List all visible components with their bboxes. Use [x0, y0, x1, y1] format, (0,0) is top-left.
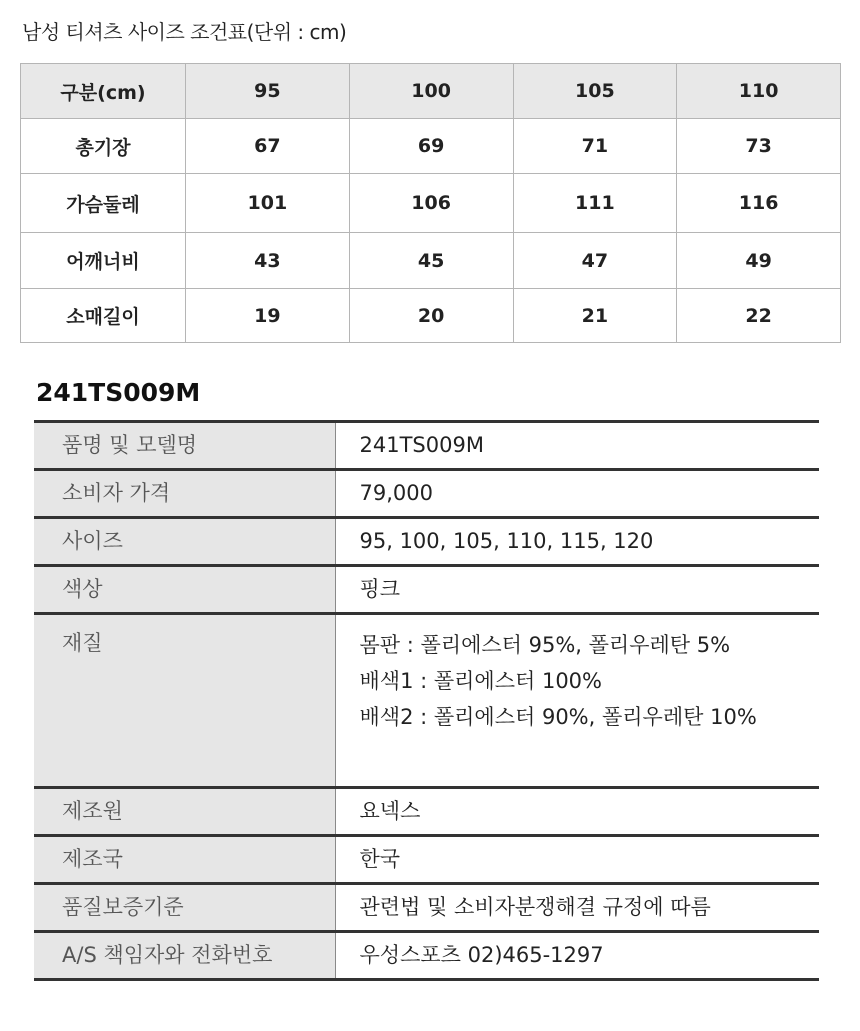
table-cell: 21 — [513, 289, 677, 343]
material-line: 배색1 : 폴리에스터 100% — [359, 669, 602, 693]
table-cell: 43 — [186, 233, 350, 289]
table-cell: 22 — [677, 289, 841, 343]
header-cell: 100 — [349, 64, 513, 119]
info-label: 품명 및 모델명 — [34, 422, 335, 470]
table-row — [21, 289, 841, 343]
table-cell: 101 — [186, 174, 350, 233]
info-value: 95, 100, 105, 110, 115, 120 — [359, 529, 654, 553]
info-row-sizes — [34, 518, 819, 566]
info-value: 79,000 — [359, 481, 433, 505]
table-cell: 69 — [349, 119, 513, 174]
material-line: 몸판 : 폴리에스터 95%, 폴리우레탄 5% — [359, 633, 731, 657]
model-heading: 241TS009M — [36, 378, 201, 407]
table-cell: 71 — [513, 119, 677, 174]
table-cell: 111 — [513, 174, 677, 233]
info-value: 한국 — [359, 847, 401, 871]
table-cell: 19 — [186, 289, 350, 343]
header-cell: 105 — [513, 64, 677, 119]
info-row-price — [34, 470, 819, 518]
info-value: 핑크 — [359, 577, 401, 601]
table-row — [21, 119, 841, 174]
size-chart-header-row — [21, 64, 841, 119]
row-label: 소매길이 — [21, 289, 186, 343]
header-cell: 구분(cm) — [21, 64, 186, 119]
table-cell: 49 — [677, 233, 841, 289]
info-value: 우성스포츠 02)465-1297 — [359, 943, 604, 967]
info-value: 요넥스 — [359, 799, 421, 823]
table-cell: 20 — [349, 289, 513, 343]
info-label: 제조국 — [34, 836, 335, 884]
info-label: 소비자 가격 — [34, 470, 335, 518]
size-chart-title: 남성 티셔츠 사이즈 조건표(단위 : cm) — [22, 20, 347, 44]
info-label: 재질 — [34, 614, 335, 788]
info-row-manufacturer — [34, 788, 819, 836]
table-cell: 106 — [349, 174, 513, 233]
table-row — [21, 233, 841, 289]
info-row-country — [34, 836, 819, 884]
table-cell: 67 — [186, 119, 350, 174]
info-row-as-contact — [34, 932, 819, 980]
row-label: 어깨너비 — [21, 233, 186, 289]
table-cell: 116 — [677, 174, 841, 233]
info-value: 241TS009M — [359, 433, 484, 457]
size-chart-table — [20, 63, 841, 343]
info-row-color — [34, 566, 819, 614]
row-label: 총기장 — [21, 119, 186, 174]
info-value: 관련법 및 소비자분쟁해결 규정에 따름 — [359, 895, 711, 919]
row-label: 가슴둘레 — [21, 174, 186, 233]
info-label: 색상 — [34, 566, 335, 614]
info-label: A/S 책임자와 전화번호 — [34, 932, 335, 980]
info-label: 사이즈 — [34, 518, 335, 566]
info-row-material — [34, 614, 819, 788]
header-cell: 110 — [677, 64, 841, 119]
header-cell: 95 — [186, 64, 350, 119]
info-label: 제조원 — [34, 788, 335, 836]
info-row-model-name — [34, 422, 819, 470]
product-info-table — [34, 420, 819, 981]
material-line: 배색2 : 폴리에스터 90%, 폴리우레탄 10% — [359, 705, 757, 729]
info-row-warranty — [34, 884, 819, 932]
table-row — [21, 174, 841, 233]
info-value-material — [335, 614, 819, 788]
table-cell: 47 — [513, 233, 677, 289]
table-cell: 73 — [677, 119, 841, 174]
table-cell: 45 — [349, 233, 513, 289]
info-label: 품질보증기준 — [34, 884, 335, 932]
